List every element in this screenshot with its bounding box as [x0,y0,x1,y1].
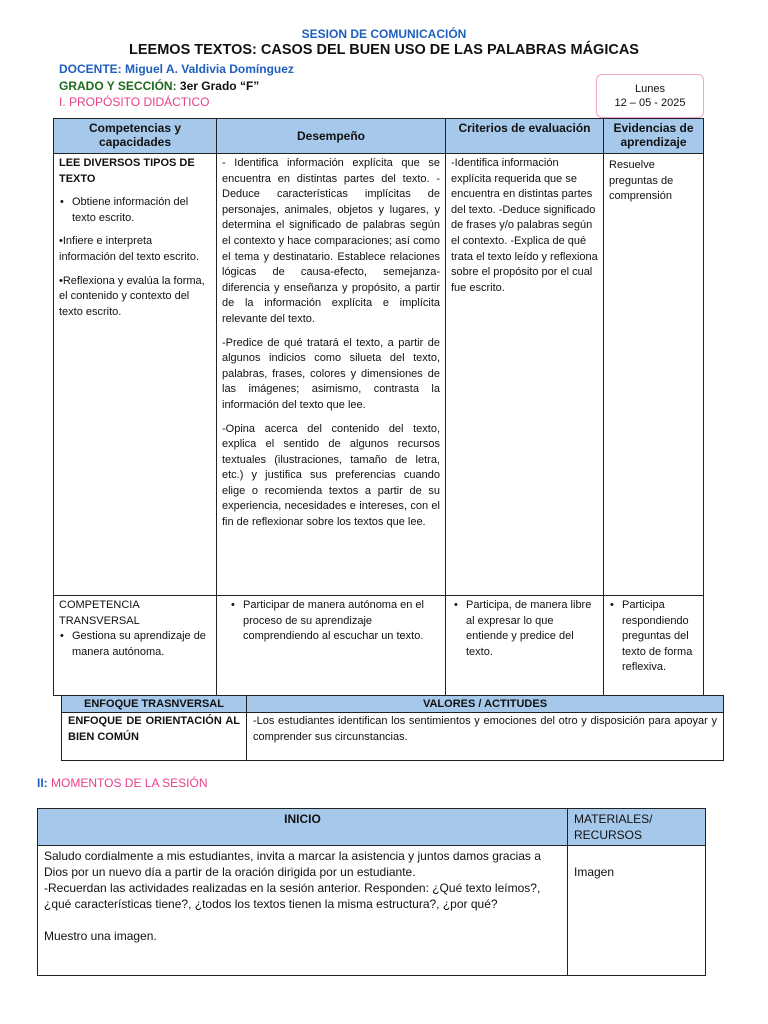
desempeno-paragraph: - Identifica información explícita que se encuentra en distintas partes del texto. -Deduce características implícitas de personajes, animales, objetos y lugares, y determina el significado de palabras según el contexto y hace comparaciones; así como el tema y destinatario. Establece relaciones lógicas de causa-efecto, semejanza-diferencia y enseñanza y propósito, a partir de la información explícita e implícita relevante del texto. [222,157,440,325]
section2-title: MOMENTOS DE LA SESIÓN [51,776,208,790]
cell-desempeno-transversal [217,596,446,696]
th-evidencias: Evidencias de aprendizaje [604,119,704,154]
grado-line [59,79,259,93]
competencia-title: LEE DIVERSOS TIPOS DE TEXTO [59,157,195,185]
transversal-desempeno: • Participar de manera autónoma en el proceso de su aprendizaje comprendiendo al escuchar un texto. [230,598,440,645]
th-materiales: MATERIALES/ RECURSOS [568,809,706,846]
transversal-evidencia: • Participa respondiendo preguntas del texto de forma reflexiva. [609,598,698,676]
inicio-paragraph: Saludo cordialmente a mis estudiantes, invita a marcar la asistencia y juntos damos gracias a Dios por un nuevo día a partir de la oración dirigida por un estudiante. [44,849,541,879]
desempeno-paragraph: -Opina acerca del contenido del texto, explica el sentido de algunos recursos textuales (ilustraciones, tamaño de letra, etc.) y justifica sus preferencias cuando elige o recomienda textos a partir de su experiencia, necesidades e intereses, con el fin de reflexionar sobre los textos que lee. [222,422,440,529]
grado-label: GRADO Y SECCIÓN: [59,79,177,93]
docente-label: DOCENTE: [59,62,122,76]
th-competencias: Competencias y capacidades [54,119,217,154]
date-value: 12 – 05 - 2025 [614,97,686,109]
enfoque-table [61,695,724,761]
purpose-table [53,118,704,696]
inicio-content [38,846,568,976]
session-title: LEEMOS TEXTOS: CASOS DEL BUEN USO DE LAS PALABRAS MÁGICAS [129,42,639,58]
grado-value: 3er Grado “F” [179,79,260,93]
materiales-content: Imagen [568,846,706,976]
inicio-paragraph: -Recuerdan las actividades realizadas en la sesión anterior. Responden: ¿Qué texto leímos?, ¿qué características tiene?, ¿todos los textos tienen la misma estructura?, ¿por qué? [44,881,541,911]
moments-table [37,808,706,976]
cell-evidencia-transversal [604,596,704,696]
cell-criterios [446,154,604,596]
cell-desempeno [217,154,446,596]
criterios-text: -Identifica información explícita requerida que se encuentra en distintas partes del texto. -Deduce significado de frases y/o palabras según el contexto. -Explica de qué trata el texto leído y reflexiona sobre el propósito por el cual fue escrito. [451,157,598,294]
transversal-item: • Gestiona su aprendizaje de manera autónoma. [59,629,211,660]
th-enfoque: ENFOQUE TRASNVERSAL [62,696,247,713]
cell-competencia-transversal [54,596,217,696]
docente-value: Miguel A. Valdivia Domínguez [125,62,294,76]
evidencias-text: Resuelve preguntas de comprensión [609,159,674,203]
th-criterios: Criterios de evaluación [446,119,604,154]
capacidad-item: •Reflexiona y evalúa la forma, el contenido y contexto del texto escrito. [59,274,205,318]
docente-line [59,62,294,76]
cell-competencia [54,154,217,596]
section-momentos [37,776,208,790]
transversal-label: COMPETENCIA TRANSVERSAL [59,599,140,627]
capacidad-item: • Obtiene información del texto escrito. [59,195,211,226]
th-valores: VALORES / ACTITUDES [247,696,724,713]
capacidad-item: •Infiere e interpreta información del texto escrito. [59,235,200,263]
section2-prefix: II: [37,776,48,790]
section-proposito: I. PROPÓSITO DIDÁCTICO [59,95,210,109]
transversal-criterio: • Participa, de manera libre al expresar lo que entiende y predice del texto. [453,598,598,660]
th-desempeno: Desempeño [217,119,446,154]
cell-criterio-transversal [446,596,604,696]
desempeno-paragraph: -Predice de qué tratará el texto, a partir de algunos indicios como silueta del texto, palabras, frases, colores y dimensiones de las imágenes; asimismo, contrasta la información del texto que lee. [222,336,440,411]
inicio-paragraph: Muestro una imagen. [44,929,157,943]
valores-text: -Los estudiantes identifican los sentimientos y emociones del otro y disposición para apoyar y comprender sus circunstancias. [247,713,724,761]
date-box [596,74,704,118]
session-subject: SESION DE COMUNICACIÓN [301,27,467,41]
th-inicio: INICIO [38,809,568,846]
date-day: Lunes [635,83,665,95]
cell-evidencias [604,154,704,596]
enfoque-name: ENFOQUE DE ORIENTACIÓN AL BIEN COMÚN [62,713,247,761]
